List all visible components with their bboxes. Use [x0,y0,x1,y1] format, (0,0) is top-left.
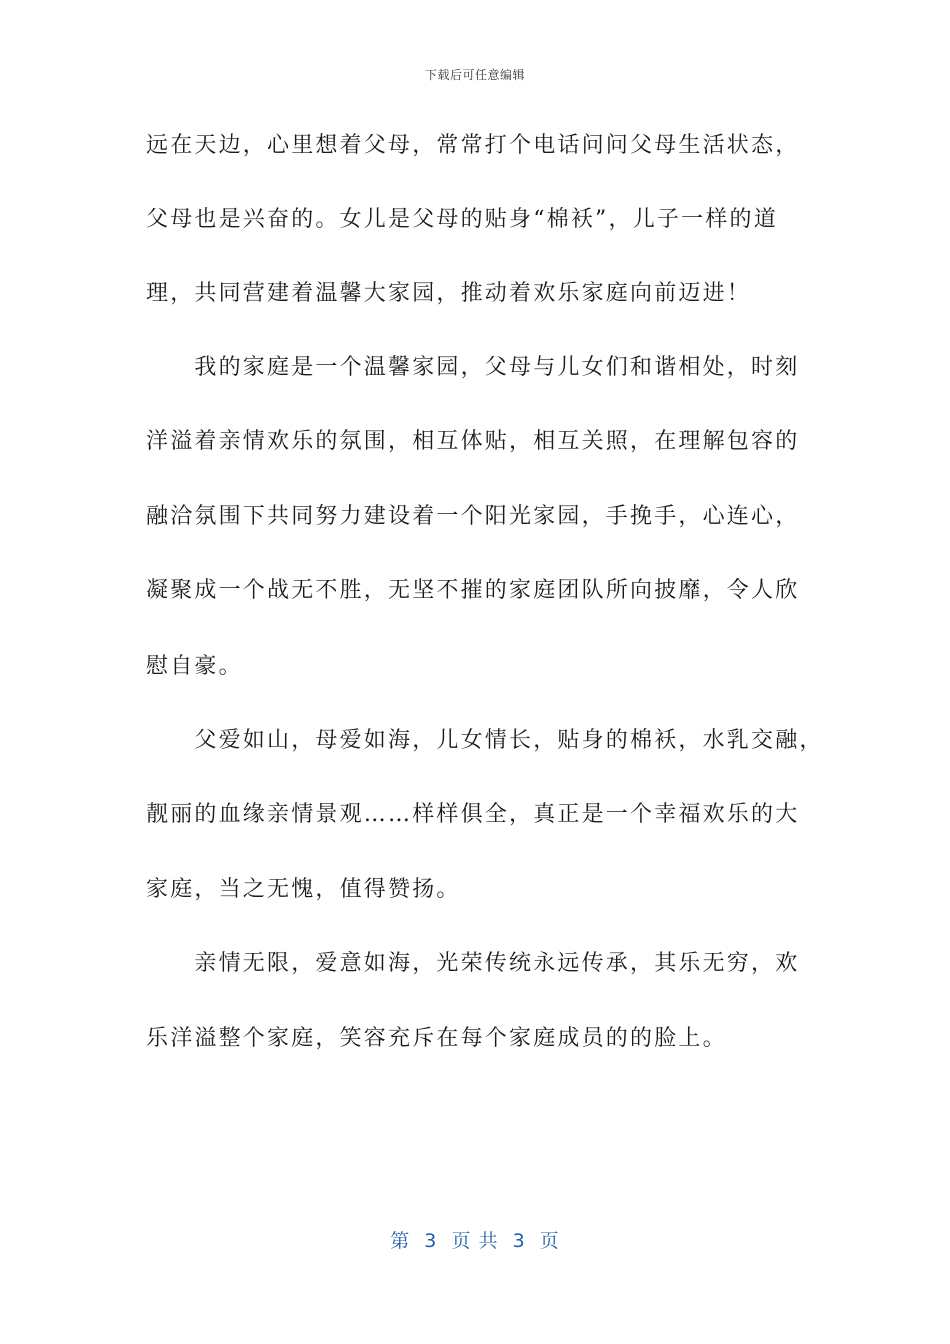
text-line: 慰自豪。 [146,654,243,679]
text-line: 家庭，当之无愧，值得赞扬。 [146,877,461,902]
header-note: 下载后可任意编辑 [424,68,525,82]
text-line: 融洽氛围下共同努力建设着一个阳光家园，手挽手，心连心， [146,504,800,529]
text-line: 理，共同营建着温馨大家园，推动着欢乐家庭向前迈进！ [146,281,752,306]
text-line: 我的家庭是一个温馨家园，父母与儿女们和谐相处，时刻 [146,355,800,380]
text-line: 凝聚成一个战无不胜，无坚不摧的家庭团队所向披靡，令人欣 [146,578,800,603]
text-line: 靓丽的血缘亲情景观……样样俱全，真正是一个幸福欢乐的大 [146,802,800,827]
text-line: 洋溢着亲情欢乐的氛围，相互体贴，相互关照，在理解包容的 [146,429,800,454]
page-number: 第 3 页 共 3 页 [390,1230,560,1252]
text-line: 远在天边，心里想着父母，常常打个电话问问父母生活状态， [146,133,800,158]
text-line: 父母也是兴奋的。女儿是父母的贴身“棉袄”，儿子一样的道 [146,207,778,232]
text-line: 亲情无限，爱意如海，光荣传统永远传承，其乐无穷，欢 [146,951,800,976]
text-line: 父爱如山，母爱如海，儿女情长，贴身的棉袄，水乳交融， [146,728,824,753]
text-line: 乐洋溢整个家庭，笑容充斥在每个家庭成员的的脸上。 [146,1026,727,1051]
